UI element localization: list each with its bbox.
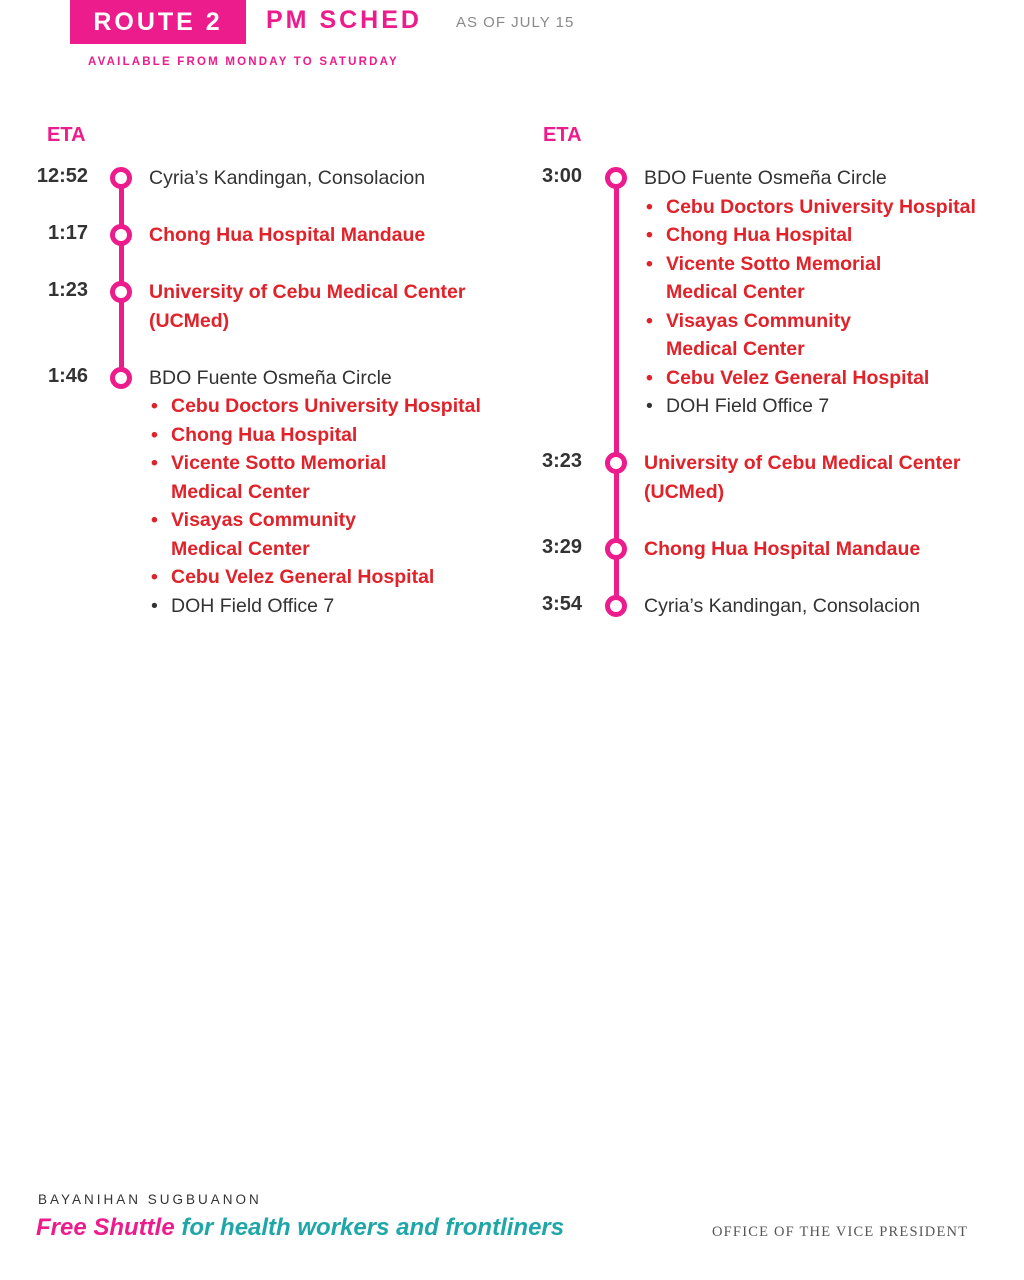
stop-name: Chong Hua Hospital Mandaue xyxy=(644,537,921,560)
org-name: BAYANIHAN SUGBUANON xyxy=(38,1192,262,1207)
route-badge: ROUTE 2 xyxy=(70,0,246,44)
stop-name: BDO Fuente Osmeña Circle xyxy=(644,167,887,189)
destination-item xyxy=(644,193,1004,222)
destination-item xyxy=(644,307,1004,364)
stop-marker-icon xyxy=(110,367,132,389)
stop-time: 3:29 xyxy=(541,535,582,558)
bullet-icon: • xyxy=(151,509,158,531)
stop-time: 3:00 xyxy=(541,165,582,187)
stop-item xyxy=(149,164,509,193)
destination-name: Visayas Community xyxy=(666,309,851,332)
destination-name: Medical Center xyxy=(171,537,310,560)
destination-name: Medical Center xyxy=(666,281,805,303)
stop-marker-icon xyxy=(605,595,627,617)
destination-name: Vicente Sotto Memorial xyxy=(171,452,387,474)
destination-name: Chong Hua Hospital xyxy=(171,423,358,446)
destination-name: Medical Center xyxy=(666,338,805,360)
bullet-icon: • xyxy=(151,423,158,446)
stop-time: 3:23 xyxy=(541,450,582,472)
stop-item xyxy=(149,221,509,250)
destination-name: Cebu Doctors University Hospital xyxy=(171,395,481,417)
office-name: OFFICE OF THE VICE PRESIDENT xyxy=(712,1224,969,1240)
eta-header: ETA xyxy=(47,124,86,146)
stop-name: University of Cebu Medical Center xyxy=(644,452,961,474)
destination-item xyxy=(149,392,509,421)
destination-item xyxy=(149,506,509,563)
stop-name: Chong Hua Hospital Mandaue xyxy=(149,224,426,246)
stop-time: 1:17 xyxy=(47,222,88,244)
stop-marker-icon xyxy=(605,538,627,560)
destination-item xyxy=(644,364,1004,393)
destination-name: DOH Field Office 7 xyxy=(666,395,830,417)
route-line xyxy=(119,178,124,378)
destination-item xyxy=(149,421,509,450)
bullet-icon: • xyxy=(646,309,653,332)
stop-marker-icon xyxy=(110,167,132,189)
bullet-icon: • xyxy=(151,395,158,417)
stop-item xyxy=(644,592,1004,621)
tagline xyxy=(36,1214,564,1242)
stop-name: BDO Fuente Osmeña Circle xyxy=(149,366,392,389)
destination-list xyxy=(149,392,509,620)
destination-name: DOH Field Office 7 xyxy=(171,594,335,617)
bullet-icon: • xyxy=(151,594,158,617)
stop-name: (UCMed) xyxy=(149,309,230,332)
stop-time: 1:46 xyxy=(47,364,88,387)
destination-item xyxy=(149,449,509,506)
stop-marker-icon xyxy=(605,167,627,189)
bullet-icon: • xyxy=(646,224,653,246)
destination-item xyxy=(149,592,509,621)
tagline-rest: for health workers and frontliners xyxy=(174,1214,565,1241)
stop-marker-icon xyxy=(110,281,132,303)
bullet-icon: • xyxy=(151,566,158,588)
bullet-icon: • xyxy=(646,195,653,218)
bullet-icon: • xyxy=(646,252,653,275)
destination-list xyxy=(644,193,1004,421)
stop-time: 12:52 xyxy=(36,165,88,187)
as-of-date: AS OF JULY 15 xyxy=(456,14,575,31)
bullet-icon: • xyxy=(151,452,158,474)
availability-note: AVAILABLE FROM MONDAY TO SATURDAY xyxy=(88,56,399,68)
destination-name: Cebu Velez General Hospital xyxy=(666,366,930,389)
destination-name: Cebu Doctors University Hospital xyxy=(666,195,976,218)
stop-marker-icon xyxy=(110,224,132,246)
bullet-icon: • xyxy=(646,395,653,417)
destination-name: Visayas Community xyxy=(171,509,356,531)
stop-marker-icon xyxy=(605,452,627,474)
destination-item xyxy=(644,250,1004,307)
bullet-icon: • xyxy=(646,366,653,389)
stop-name: (UCMed) xyxy=(644,480,725,503)
stop-item xyxy=(149,278,509,335)
stop-item xyxy=(644,164,1004,421)
destination-item xyxy=(644,392,1004,421)
destination-name: Vicente Sotto Memorial xyxy=(666,252,882,275)
sched-label: PM SCHED xyxy=(266,6,422,34)
destination-name: Chong Hua Hospital xyxy=(666,224,853,246)
destination-name: Medical Center xyxy=(171,480,310,503)
stop-item xyxy=(644,535,1004,564)
stop-time: 1:23 xyxy=(47,279,88,301)
eta-header: ETA xyxy=(543,124,582,146)
stop-time: 3:54 xyxy=(541,592,582,615)
stop-name: Cyria’s Kandingan, Consolacion xyxy=(644,594,921,617)
destination-item xyxy=(149,563,509,592)
tagline-free-shuttle: Free Shuttle xyxy=(36,1214,175,1241)
destination-name: Cebu Velez General Hospital xyxy=(171,566,435,588)
stop-item xyxy=(644,449,1004,506)
destination-item xyxy=(644,221,1004,250)
stop-name: University of Cebu Medical Center xyxy=(149,281,466,303)
stop-name: Cyria’s Kandingan, Consolacion xyxy=(149,167,426,189)
stop-item xyxy=(149,364,509,621)
